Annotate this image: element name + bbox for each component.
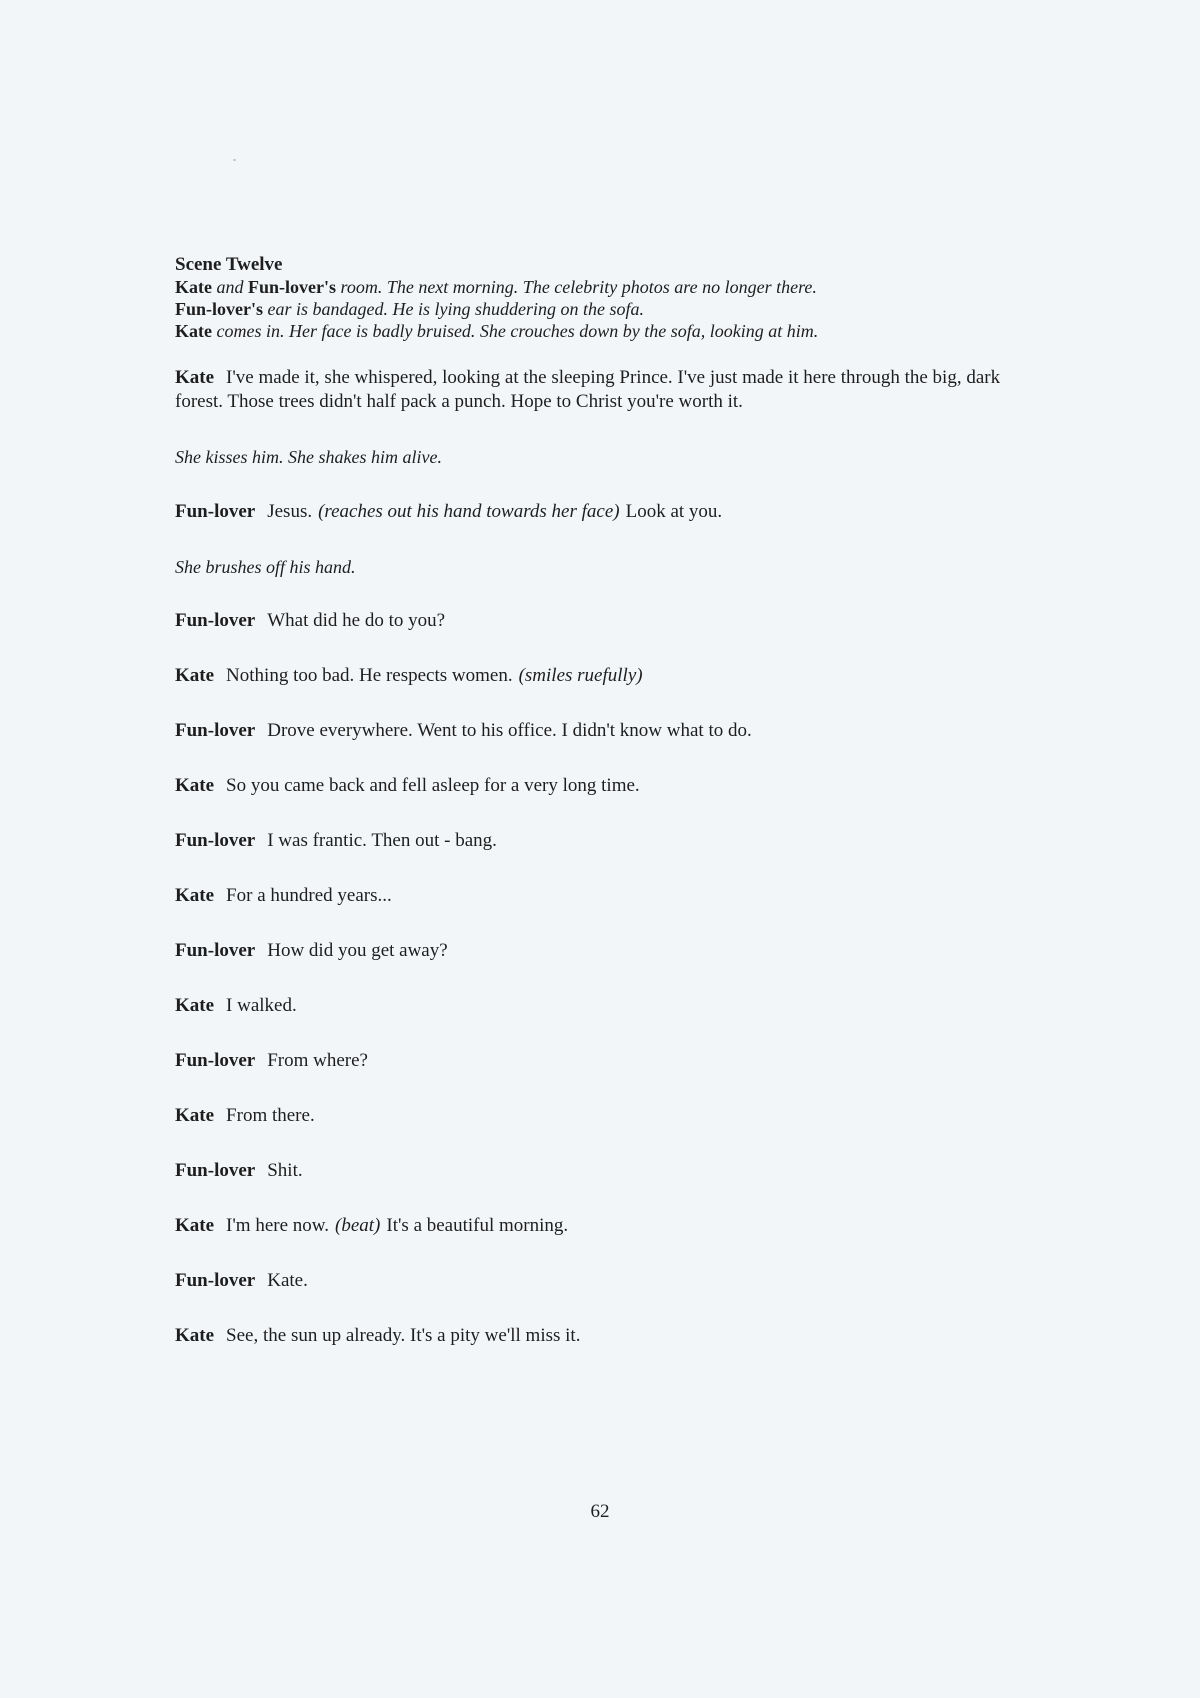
dialogue-line [175, 366, 1035, 414]
character-name: Fun-lover's [175, 299, 263, 319]
speaker-name: Fun-lover [175, 501, 256, 522]
speaker-name: Fun-lover [175, 1270, 256, 1291]
dialogue-text: I'm here now. [226, 1215, 330, 1236]
direction-text: ear is bandaged. He is lying shuddering on the sofa. [263, 299, 644, 319]
direction-text: room. The next morning. The celebrity photos are no longer there. [335, 277, 817, 297]
parenthetical: (beat) [335, 1215, 381, 1236]
dialogue-line [175, 774, 1035, 798]
dialogue-text: I walked. [226, 995, 297, 1016]
dialogue-text: I've made it, she whispered, looking at the sleeping Prince. I've just made it here through the big, dark forest. Those trees didn't half pack a punch. Hope to Christ you're worth it. [175, 367, 1001, 412]
dialogue-text: See, the sun up already. It's a pity we'll miss it. [226, 1325, 581, 1346]
speaker-name: Fun-lover [175, 720, 256, 741]
parenthetical: (smiles ruefully) [518, 665, 643, 686]
dialogue-line [175, 1269, 1035, 1293]
character-name: Kate [175, 277, 212, 297]
speaker-name: Kate [175, 367, 215, 388]
speaker-name: Kate [175, 775, 215, 796]
dialogue-text: What did he do to you? [267, 610, 446, 631]
character-name: Kate [175, 321, 212, 341]
scene-heading: Scene Twelve [175, 254, 283, 275]
stage-direction: She brushes off his hand. [175, 557, 356, 577]
dialogue-text: Kate. [267, 1270, 308, 1291]
speaker-name: Kate [175, 1105, 215, 1126]
dialogue-text: How did you get away? [267, 940, 448, 961]
speaker-name: Fun-lover [175, 1160, 256, 1181]
dialogue-text: From there. [226, 1105, 315, 1126]
dialogue-line [175, 609, 1035, 633]
speaker-name: Fun-lover [175, 940, 256, 961]
script-body [175, 366, 1035, 1348]
dialogue-text: Drove everywhere. Went to his office. I didn't know what to do. [267, 720, 752, 741]
scene-direction [175, 298, 1035, 320]
speaker-name: Fun-lover [175, 830, 256, 851]
direction-text: and [211, 277, 248, 297]
speaker-name: Kate [175, 1325, 215, 1346]
dialogue-line [175, 1214, 1035, 1238]
dialogue-line [175, 1159, 1035, 1183]
dialogue-text: Look at you. [625, 501, 723, 522]
scene-direction [175, 276, 1035, 298]
dialogue-line [175, 1049, 1035, 1073]
dialogue-line [175, 719, 1035, 743]
dialogue-line [175, 1104, 1035, 1128]
dialogue-line [175, 884, 1035, 908]
dialogue-text: So you came back and fell asleep for a very long time. [226, 775, 640, 796]
character-name: Fun-lover's [247, 277, 336, 297]
speaker-name: Kate [175, 1215, 215, 1236]
dialogue-text: For a hundred years... [226, 885, 392, 906]
speaker-name: Kate [175, 995, 215, 1016]
dialogue-text: From where? [267, 1050, 368, 1071]
direction-text: comes in. Her face is badly bruised. She crouches down by the sofa, looking at him. [211, 321, 819, 341]
dialogue-text: It's a beautiful morning. [386, 1215, 569, 1236]
dialogue-line [175, 939, 1035, 963]
dialogue-line [175, 1324, 1035, 1348]
scan-speck [233, 159, 236, 161]
dialogue-line [175, 664, 1035, 688]
dialogue-text: Jesus. [267, 501, 313, 522]
dialogue-line [175, 500, 1035, 524]
speaker-name: Kate [175, 665, 215, 686]
scene-directions [175, 276, 1035, 342]
parenthetical: (reaches out his hand towards her face) [318, 501, 620, 522]
speaker-name: Fun-lover [175, 610, 256, 631]
dialogue-text: I was frantic. Then out - bang. [267, 830, 497, 851]
dialogue-text: Nothing too bad. He respects women. [226, 665, 513, 686]
stage-direction: She kisses him. She shakes him alive. [175, 447, 442, 467]
speaker-name: Kate [175, 885, 215, 906]
dialogue-text: Shit. [267, 1160, 303, 1181]
scene-direction [175, 320, 1035, 342]
script-content [175, 254, 1035, 1348]
dialogue-line [175, 994, 1035, 1018]
speaker-name: Fun-lover [175, 1050, 256, 1071]
dialogue-line [175, 829, 1035, 853]
page-number: 62 [590, 1501, 610, 1522]
